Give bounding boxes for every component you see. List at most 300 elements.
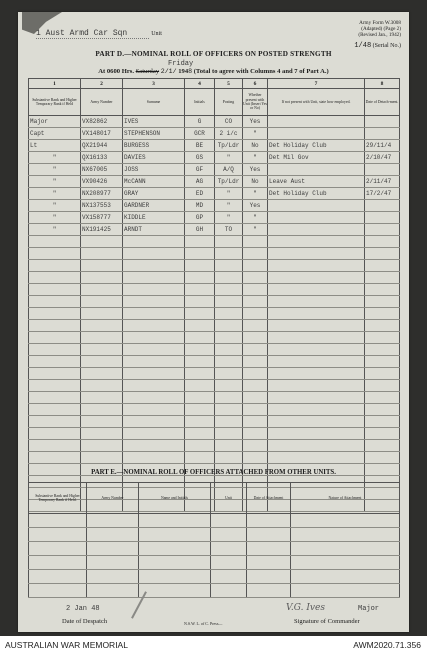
form-ref-line: (Revised Jan., 1942) <box>358 32 401 38</box>
table-cell <box>29 528 87 542</box>
unit-value: 1 Aust Armd Car Sqn <box>36 29 149 39</box>
form-ref-line: Army Form W.3008 <box>359 20 401 26</box>
commander-signature: V.G. Ives <box>286 603 325 613</box>
table-cell <box>215 416 243 428</box>
table-cell <box>215 440 243 452</box>
serial-number <box>354 42 401 50</box>
column-heading: If not present with Unit, state how employed. <box>268 89 365 116</box>
table-cell <box>365 320 400 332</box>
table-cell <box>29 556 87 570</box>
table-cell <box>29 308 81 320</box>
table-cell: " <box>29 164 81 176</box>
table-cell: GF <box>185 164 215 176</box>
table-cell <box>215 344 243 356</box>
table-cell: NX67005 <box>81 164 123 176</box>
table-row <box>29 188 400 200</box>
table-row <box>29 392 400 404</box>
table-cell <box>29 416 81 428</box>
table-cell: QX16133 <box>81 152 123 164</box>
table-cell <box>81 404 123 416</box>
table-cell <box>243 260 268 272</box>
table-cell <box>211 570 247 584</box>
table-cell <box>365 272 400 284</box>
caption-left: AUSTRALIAN WAR MEMORIAL <box>5 640 128 650</box>
table-cell: VX158777 <box>81 212 123 224</box>
table-cell <box>81 440 123 452</box>
table-cell <box>215 248 243 260</box>
table-row <box>29 212 400 224</box>
table-cell <box>81 272 123 284</box>
caption-right: AWM2020.71.356 <box>353 640 421 650</box>
table-cell <box>365 428 400 440</box>
table-cell <box>215 320 243 332</box>
table-row <box>29 164 400 176</box>
table-cell: " <box>29 224 81 236</box>
table-cell <box>243 440 268 452</box>
table-cell <box>365 128 400 140</box>
table-cell <box>243 392 268 404</box>
table-cell <box>247 570 291 584</box>
table-cell: 2 i/c <box>215 128 243 140</box>
table-cell <box>268 368 365 380</box>
table-cell <box>268 332 365 344</box>
table-cell: 2/10/47 <box>365 152 400 164</box>
table-cell <box>139 584 211 598</box>
table-cell <box>243 452 268 464</box>
table-cell <box>123 404 185 416</box>
serial-value: 1/48 <box>354 42 372 50</box>
table-cell <box>268 308 365 320</box>
at-text: At 0600 Hrs. <box>98 68 134 75</box>
table-cell <box>29 404 81 416</box>
table-cell: NX137553 <box>81 200 123 212</box>
table-cell <box>81 248 123 260</box>
table-cell <box>81 380 123 392</box>
table-cell <box>243 284 268 296</box>
table-cell <box>243 308 268 320</box>
table-cell: QX21944 <box>81 140 123 152</box>
table-cell <box>215 332 243 344</box>
table-row <box>29 570 400 584</box>
table-cell <box>365 344 400 356</box>
date-typed: 2/1/ <box>160 68 177 75</box>
table-cell: " <box>29 188 81 200</box>
part-e-column-heading: Date of Attachment <box>247 483 291 514</box>
table-cell <box>81 392 123 404</box>
table-cell: Det Mil Gov <box>268 152 365 164</box>
table-cell: 2/11/47 <box>365 176 400 188</box>
table-cell <box>185 332 215 344</box>
part-e-heading-row <box>29 483 400 514</box>
table-cell <box>123 428 185 440</box>
table-cell <box>268 236 365 248</box>
table-cell <box>365 164 400 176</box>
table-cell <box>123 440 185 452</box>
table-row <box>29 332 400 344</box>
table-cell <box>365 452 400 464</box>
table-cell: Det Holiday Club <box>268 188 365 200</box>
table-cell <box>29 332 81 344</box>
table-cell <box>365 356 400 368</box>
table-cell <box>185 308 215 320</box>
table-cell: AG <box>185 176 215 188</box>
table-row <box>29 140 400 152</box>
table-cell <box>29 440 81 452</box>
table-cell <box>243 248 268 260</box>
form-ref-line: (Adapted) (Page 2) <box>361 26 401 32</box>
column-heading: Substantive Rank and Higher Temporary Rank if Held <box>29 89 81 116</box>
table-cell <box>81 416 123 428</box>
table-row <box>29 452 400 464</box>
part-e-rows <box>29 514 400 598</box>
table-cell <box>365 308 400 320</box>
table-cell: " <box>29 212 81 224</box>
table-cell: NX191425 <box>81 224 123 236</box>
table-cell <box>215 272 243 284</box>
archive-caption <box>0 636 427 653</box>
unit-line <box>36 28 162 38</box>
table-cell <box>211 542 247 556</box>
table-cell <box>81 260 123 272</box>
table-cell: McCANN <box>123 176 185 188</box>
army-form-sheet <box>18 12 409 632</box>
column-number: 8 <box>365 79 400 89</box>
table-cell: 29/11/4 <box>365 140 400 152</box>
table-cell: No <box>243 140 268 152</box>
column-number: 4 <box>185 79 215 89</box>
table-cell <box>81 284 123 296</box>
table-cell <box>365 392 400 404</box>
table-cell <box>247 542 291 556</box>
table-cell: JOSS <box>123 164 185 176</box>
table-cell <box>87 556 139 570</box>
table-cell <box>81 428 123 440</box>
table-cell <box>243 332 268 344</box>
table-cell <box>215 428 243 440</box>
table-cell <box>247 556 291 570</box>
table-cell: GH <box>185 224 215 236</box>
table-row <box>29 260 400 272</box>
table-cell <box>185 404 215 416</box>
table-cell <box>81 320 123 332</box>
table-cell <box>139 528 211 542</box>
table-cell <box>185 392 215 404</box>
table-cell <box>185 428 215 440</box>
table-cell <box>243 428 268 440</box>
table-cell <box>268 404 365 416</box>
column-heading: Initials <box>185 89 215 116</box>
table-cell: Major <box>29 116 81 128</box>
table-cell <box>87 570 139 584</box>
table-cell <box>268 248 365 260</box>
table-cell <box>215 368 243 380</box>
part-e-title: PART E.—NOMINAL ROLL OF OFFICERS ATTACHED FROM OTHER UNITS. <box>91 469 336 476</box>
table-cell <box>268 272 365 284</box>
column-heading: Posting <box>215 89 243 116</box>
table-cell <box>81 356 123 368</box>
table-cell <box>243 368 268 380</box>
table-cell: " <box>243 224 268 236</box>
table-row <box>29 380 400 392</box>
table-row <box>29 416 400 428</box>
part-d-table <box>28 78 400 512</box>
table-cell <box>365 332 400 344</box>
table-cell <box>268 428 365 440</box>
table-cell: GARDNER <box>123 200 185 212</box>
table-cell <box>185 356 215 368</box>
table-cell: ARNDT <box>123 224 185 236</box>
despatch-date: 2 Jan 48 <box>66 605 100 613</box>
table-cell: BE <box>185 140 215 152</box>
table-cell <box>268 260 365 272</box>
day-typed: Friday <box>168 60 194 68</box>
table-cell <box>268 224 365 236</box>
table-cell: STEPHENSON <box>123 128 185 140</box>
unit-label: Unit <box>151 31 162 37</box>
table-row <box>29 428 400 440</box>
table-cell: Capt <box>29 128 81 140</box>
day-printed: Saturday <box>135 68 160 75</box>
table-cell <box>185 368 215 380</box>
table-cell: Yes <box>243 116 268 128</box>
table-cell <box>243 320 268 332</box>
year-printed: 194 <box>178 68 189 75</box>
table-cell: " <box>215 200 243 212</box>
table-cell <box>29 356 81 368</box>
column-number: 7 <box>268 79 365 89</box>
table-cell: " <box>215 188 243 200</box>
table-row <box>29 248 400 260</box>
table-cell: Yes <box>243 164 268 176</box>
table-cell: NX208977 <box>81 188 123 200</box>
table-cell <box>139 542 211 556</box>
part-e-column-heading: Substantive Rank and Higher Temporary Rank if Held. <box>29 483 87 514</box>
table-cell <box>81 368 123 380</box>
year-typed: 8 <box>188 68 193 75</box>
table-cell: GP <box>185 212 215 224</box>
officer-rows <box>29 116 400 512</box>
table-cell: " <box>29 200 81 212</box>
table-row <box>29 176 400 188</box>
table-cell: " <box>243 188 268 200</box>
table-cell <box>365 404 400 416</box>
table-cell <box>365 248 400 260</box>
table-cell: 17/2/47 <box>365 188 400 200</box>
table-cell <box>268 440 365 452</box>
table-cell <box>215 236 243 248</box>
table-cell: CO <box>215 116 243 128</box>
table-cell <box>123 272 185 284</box>
part-d-title: PART D.—NOMINAL ROLL OF OFFICERS ON POSTED STRENGTH <box>95 50 332 58</box>
table-cell <box>268 320 365 332</box>
table-cell <box>268 452 365 464</box>
table-cell <box>123 236 185 248</box>
table-row <box>29 296 400 308</box>
table-cell: BURGESS <box>123 140 185 152</box>
table-cell <box>365 368 400 380</box>
table-cell: " <box>243 212 268 224</box>
table-cell: Tp/Ldr <box>215 140 243 152</box>
column-heading: Date of Detach-ment. <box>365 89 400 116</box>
table-cell <box>243 380 268 392</box>
column-number: 3 <box>123 79 185 89</box>
table-cell <box>29 236 81 248</box>
table-cell: VX82862 <box>81 116 123 128</box>
table-cell <box>139 570 211 584</box>
table-cell <box>243 272 268 284</box>
table-cell <box>215 296 243 308</box>
table-cell <box>29 392 81 404</box>
table-cell <box>123 308 185 320</box>
column-number: 5 <box>215 79 243 89</box>
table-cell <box>29 284 81 296</box>
table-cell <box>291 584 400 598</box>
table-cell <box>211 528 247 542</box>
table-row <box>29 584 400 598</box>
table-row <box>29 152 400 164</box>
table-row <box>29 224 400 236</box>
table-cell <box>29 428 81 440</box>
despatch-label: Date of Despatch <box>62 618 108 625</box>
table-cell <box>29 260 81 272</box>
table-cell <box>243 356 268 368</box>
table-row <box>29 236 400 248</box>
table-cell <box>291 514 400 528</box>
table-cell <box>268 380 365 392</box>
table-cell <box>365 212 400 224</box>
table-cell <box>215 308 243 320</box>
column-heading: Surname <box>123 89 185 116</box>
table-cell: No <box>243 176 268 188</box>
table-row <box>29 320 400 332</box>
table-cell <box>268 392 365 404</box>
table-cell <box>215 284 243 296</box>
table-cell: " <box>243 152 268 164</box>
form-reference <box>358 20 401 38</box>
table-cell <box>185 284 215 296</box>
table-cell: GCR <box>185 128 215 140</box>
table-cell: Leave Aust <box>268 176 365 188</box>
table-cell <box>291 570 400 584</box>
table-cell <box>81 296 123 308</box>
column-heading-row <box>29 89 400 116</box>
commander-rank: Major <box>358 605 380 613</box>
table-cell <box>215 404 243 416</box>
signature-label: Signature of Commander <box>294 618 360 625</box>
table-cell: KIDDLE <box>123 212 185 224</box>
table-cell <box>268 164 365 176</box>
serial-label: (Serial No.) <box>372 43 401 49</box>
table-cell <box>29 542 87 556</box>
table-cell <box>29 272 81 284</box>
table-cell <box>29 296 81 308</box>
table-cell <box>211 556 247 570</box>
table-cell <box>365 236 400 248</box>
table-cell: A/Q <box>215 164 243 176</box>
table-cell <box>81 236 123 248</box>
table-cell <box>81 332 123 344</box>
table-cell <box>268 128 365 140</box>
table-cell <box>123 368 185 380</box>
table-cell <box>123 332 185 344</box>
table-cell <box>123 296 185 308</box>
table-cell <box>185 260 215 272</box>
table-row <box>29 116 400 128</box>
table-cell: Tp/Ldr <box>215 176 243 188</box>
table-cell <box>365 224 400 236</box>
table-cell <box>185 248 215 260</box>
table-cell <box>87 584 139 598</box>
table-cell <box>185 380 215 392</box>
table-cell <box>211 514 247 528</box>
column-heading: Whether present with Unit (Insert Yes or No) <box>243 89 268 116</box>
table-cell <box>243 416 268 428</box>
table-cell <box>185 272 215 284</box>
table-cell <box>123 452 185 464</box>
table-cell: DAVIES <box>123 152 185 164</box>
table-cell <box>215 380 243 392</box>
table-cell <box>211 584 247 598</box>
table-cell <box>123 356 185 368</box>
table-cell: " <box>243 128 268 140</box>
table-cell <box>243 236 268 248</box>
table-cell <box>268 356 365 368</box>
table-cell <box>365 380 400 392</box>
table-cell: TO <box>215 224 243 236</box>
table-cell <box>215 452 243 464</box>
table-row <box>29 514 400 528</box>
table-cell <box>81 308 123 320</box>
table-cell <box>29 368 81 380</box>
table-cell <box>185 236 215 248</box>
table-cell: Det Holiday Club <box>268 140 365 152</box>
table-cell: ED <box>185 188 215 200</box>
table-cell <box>87 514 139 528</box>
table-row <box>29 440 400 452</box>
printer-imprint: N.S.W. L. of C. Press— <box>184 621 223 626</box>
table-cell: " <box>29 176 81 188</box>
table-cell <box>29 344 81 356</box>
part-e-column-heading: Army Number <box>87 483 139 514</box>
table-cell <box>365 260 400 272</box>
table-cell <box>185 440 215 452</box>
column-number: 2 <box>81 79 123 89</box>
table-cell <box>247 528 291 542</box>
table-cell <box>365 296 400 308</box>
table-cell <box>123 392 185 404</box>
table-cell <box>268 200 365 212</box>
table-cell <box>185 452 215 464</box>
table-cell <box>243 296 268 308</box>
table-row <box>29 272 400 284</box>
table-cell <box>215 260 243 272</box>
table-row <box>29 528 400 542</box>
table-row <box>29 368 400 380</box>
table-cell <box>185 296 215 308</box>
table-cell <box>29 380 81 392</box>
table-cell: G <box>185 116 215 128</box>
table-cell <box>291 542 400 556</box>
table-cell: VX90426 <box>81 176 123 188</box>
table-cell <box>365 116 400 128</box>
table-cell <box>81 344 123 356</box>
table-row <box>29 556 400 570</box>
table-row <box>29 356 400 368</box>
column-number: 1 <box>29 79 81 89</box>
table-cell <box>29 320 81 332</box>
table-cell: VX148017 <box>81 128 123 140</box>
table-row <box>29 284 400 296</box>
